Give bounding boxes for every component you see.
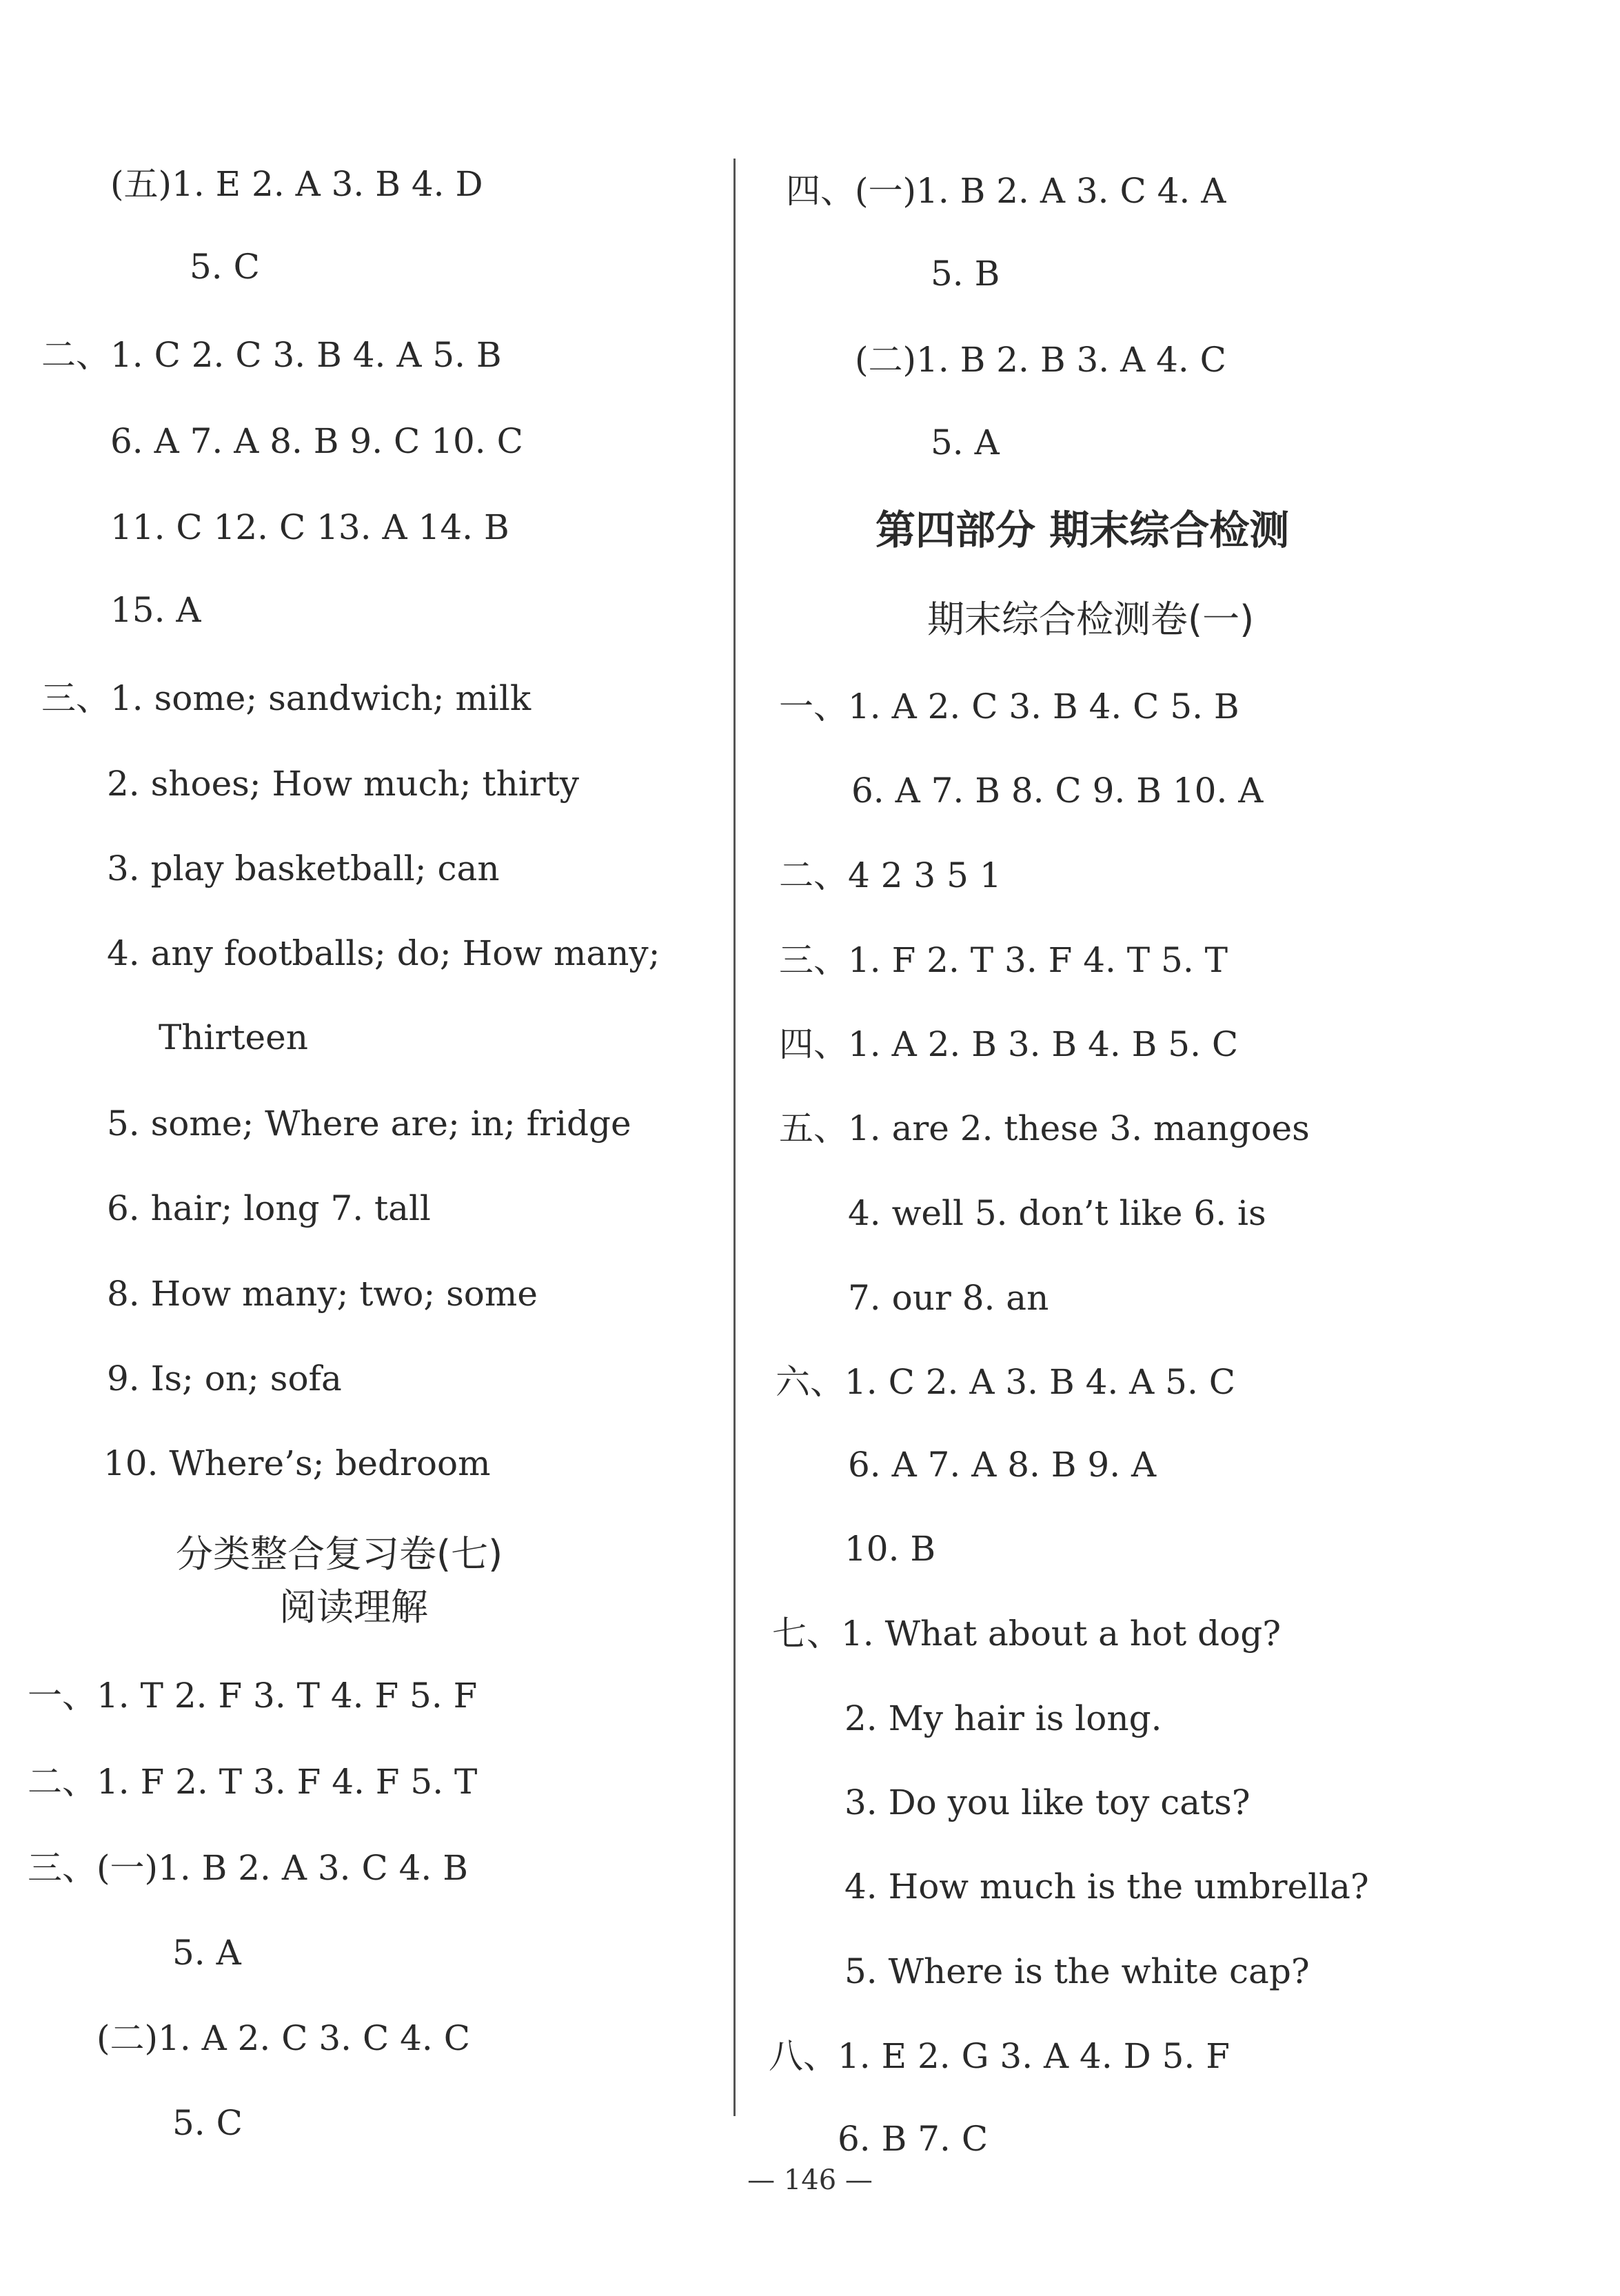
answer-line: 9. Is; on; sofa	[107, 1359, 342, 1399]
answer-line: (五)1. E 2. A 3. B 4. D	[110, 164, 483, 204]
answer-line: 10. Where’s; bedroom	[103, 1443, 491, 1483]
answer-line: 6. A 7. A 8. B 9. A	[848, 1445, 1157, 1485]
answer-line: 10. B	[844, 1529, 936, 1569]
answer-line: (二)1. B 2. B 3. A 4. C	[855, 340, 1226, 380]
answer-line: 5. Where is the white cap?	[844, 1951, 1310, 1991]
answer-line: 6. B 7. C	[838, 2119, 989, 2159]
answer-line: 三、1. some; sandwich; milk	[41, 678, 531, 718]
section-subtitle: 阅读理解	[279, 1585, 428, 1629]
answer-line: 一、1. A 2. C 3. B 4. C 5. B	[779, 687, 1239, 727]
answer-line: 二、1. F 2. T 3. F 4. F 5. T	[28, 1762, 478, 1802]
answer-line: 6. hair; long 7. tall	[107, 1188, 431, 1228]
answer-line: 15. A	[110, 590, 201, 630]
answer-line: 4. How much is the umbrella?	[844, 1867, 1369, 1907]
answer-line: 七、1. What about a hot dog?	[772, 1614, 1282, 1654]
test-title: 期末综合检测卷(一)	[927, 598, 1255, 641]
answer-line: 8. How many; two; some	[107, 1274, 538, 1314]
answer-line: 一、1. T 2. F 3. T 4. F 5. F	[28, 1676, 478, 1716]
answer-line: 三、(一)1. B 2. A 3. C 4. B	[28, 1848, 468, 1888]
answer-line: 5. B	[931, 254, 1000, 294]
answer-line: 5. some; Where are; in; fridge	[107, 1104, 631, 1144]
answer-line: 2. My hair is long.	[844, 1698, 1162, 1738]
part-title: 第四部分 期末综合检测	[875, 507, 1290, 553]
answer-line: 五、1. are 2. these 3. mangoes	[779, 1108, 1310, 1148]
answer-line: 6. A 7. B 8. C 9. B 10. A	[851, 771, 1264, 811]
answer-line: 四、1. A 2. B 3. B 4. B 5. C	[779, 1024, 1239, 1064]
answer-line: 5. A	[931, 423, 1000, 463]
answer-line: 六、1. C 2. A 3. B 4. A 5. C	[776, 1362, 1236, 1402]
answer-line: 二、4 2 3 5 1	[779, 855, 1002, 895]
answer-line: (二)1. A 2. C 3. C 4. C	[97, 2018, 470, 2058]
answer-line: 5. C	[172, 2103, 243, 2143]
answer-line: 3. play basketball; can	[107, 849, 500, 888]
answer-line: 四、(一)1. B 2. A 3. C 4. A	[786, 171, 1226, 211]
answer-line: 6. A 7. A 8. B 9. C 10. C	[110, 421, 523, 461]
answer-line: 4. any footballs; do; How many;	[107, 933, 660, 973]
answer-line: 2. shoes; How much; thirty	[107, 764, 580, 804]
section-title: 分类整合复习卷(七)	[176, 1532, 503, 1576]
answer-line: 4. well 5. don’t like 6. is	[848, 1193, 1266, 1233]
answer-line: Thirteen	[159, 1017, 308, 1057]
answer-line: 5. C	[190, 247, 260, 287]
answer-line: 三、1. F 2. T 3. F 4. T 5. T	[779, 940, 1228, 980]
answer-line: 7. our 8. an	[848, 1278, 1049, 1318]
answer-line: 11. C 12. C 13. A 14. B	[110, 507, 509, 547]
answer-line: 八、1. E 2. G 3. A 4. D 5. F	[769, 2036, 1230, 2076]
answer-line: 二、1. C 2. C 3. B 4. A 5. B	[41, 335, 502, 375]
page-number: — 146 —	[747, 2164, 873, 2196]
answer-line: 3. Do you like toy cats?	[844, 1782, 1251, 1822]
answer-line: 5. A	[172, 1933, 241, 1973]
